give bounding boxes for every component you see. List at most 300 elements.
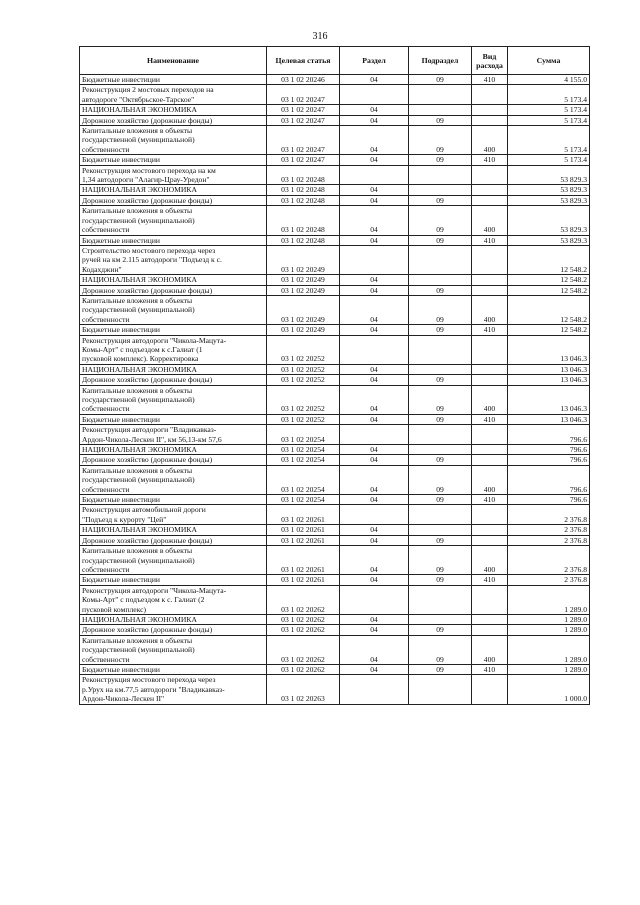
cell-expense-type (472, 425, 508, 445)
cell-section: 04 (340, 285, 409, 295)
header-name: Наименование (80, 47, 267, 75)
table-row (80, 195, 590, 205)
cell-expense-type: 400 (472, 635, 508, 664)
cell-expense-type: 410 (472, 664, 508, 674)
cell-name-line: Дорожное хозяйство (дорожные фонды) (82, 195, 213, 205)
cell-name-line: Бюджетные инвестиции (82, 75, 160, 84)
cell-sum: 1 289.0 (508, 614, 590, 624)
cell-sum: 13 046.3 (508, 364, 590, 374)
cell-name-line: государственной (муниципальной) (82, 215, 195, 225)
cell-name (80, 445, 267, 455)
cell-name (80, 375, 267, 385)
table-row (80, 295, 590, 324)
cell-sum: 12 548.2 (508, 285, 590, 295)
cell-section: 04 (340, 625, 409, 635)
cell-expense-type: 400 (472, 385, 508, 414)
cell-name (80, 425, 267, 445)
cell-subsection: 09 (409, 75, 472, 85)
header-expense-type (472, 47, 508, 75)
cell-code: 03 1 02 20261 (267, 546, 340, 575)
cell-code: 03 1 02 20252 (267, 335, 340, 364)
cell-code: 03 1 02 20261 (267, 575, 340, 585)
cell-code: 03 1 02 20262 (267, 614, 340, 624)
cell-name-line: автодороге "Октябрьское-Тарское" (82, 94, 195, 104)
cell-section: 04 (340, 325, 409, 335)
cell-name-line: НАЦИОНАЛЬНАЯ ЭКОНОМИКА (82, 614, 197, 624)
cell-section: 04 (340, 614, 409, 624)
cell-name (80, 535, 267, 545)
cell-name-line: Дорожное хозяйство (дорожные фонды) (82, 285, 213, 295)
cell-section: 04 (340, 414, 409, 424)
cell-expense-type (472, 195, 508, 205)
cell-name-line: Капитальные вложения в объекты (82, 295, 193, 305)
cell-code: 03 1 02 20248 (267, 165, 340, 185)
table-row (80, 585, 590, 614)
table-row (80, 525, 590, 535)
cell-expense-type (472, 85, 508, 105)
cell-name-line: собственности (82, 484, 130, 494)
table-row (80, 185, 590, 195)
cell-name-line: собственности (82, 564, 130, 574)
cell-sum: 13 046.3 (508, 414, 590, 424)
cell-section: 04 (340, 235, 409, 245)
cell-name-line: Ардон-Чикола-Лескен II" (82, 694, 165, 704)
table-row (80, 445, 590, 455)
cell-subsection: 09 (409, 385, 472, 414)
cell-expense-type: 410 (472, 155, 508, 165)
table-row (80, 165, 590, 185)
cell-name-line: Бюджетные инвестиции (82, 235, 160, 245)
cell-sum: 796.6 (508, 425, 590, 445)
cell-sum: 1 289.0 (508, 585, 590, 614)
cell-subsection: 09 (409, 235, 472, 245)
cell-name (80, 585, 267, 614)
cell-name (80, 614, 267, 624)
cell-subsection: 09 (409, 414, 472, 424)
cell-subsection (409, 335, 472, 364)
table-row (80, 546, 590, 575)
cell-code: 03 1 02 20254 (267, 465, 340, 494)
table-row (80, 635, 590, 664)
cell-sum: 53 829.3 (508, 206, 590, 235)
table-row (80, 465, 590, 494)
cell-name (80, 245, 267, 274)
cell-name-line: государственной (муниципальной) (82, 395, 195, 404)
cell-expense-type (472, 614, 508, 624)
cell-name-line: Комы-Арт" с подъездом к с. Галиат (2 (82, 595, 205, 605)
cell-name-line: Кодахджин" (82, 264, 122, 274)
cell-sum: 2 376.8 (508, 535, 590, 545)
cell-name-line: Реконструкция 2 мостовых переходов на (82, 85, 214, 95)
cell-name-line: НАЦИОНАЛЬНАЯ ЭКОНОМИКА (82, 275, 197, 285)
cell-name-line: пусковой комплекс). Корректировка (82, 354, 199, 364)
cell-name-line: Дорожное хозяйство (дорожные фонды) (82, 625, 213, 635)
cell-sum: 12 548.2 (508, 275, 590, 285)
cell-name (80, 625, 267, 635)
cell-name-line: Бюджетные инвестиции (82, 414, 160, 424)
cell-subsection (409, 525, 472, 535)
cell-code: 03 1 02 20261 (267, 505, 340, 525)
cell-expense-type: 400 (472, 295, 508, 324)
table-row (80, 245, 590, 274)
cell-subsection: 09 (409, 664, 472, 674)
cell-expense-type (472, 505, 508, 525)
cell-name (80, 664, 267, 674)
table-row (80, 575, 590, 585)
header-code: Целевая статья (267, 47, 340, 75)
cell-sum: 5 173.4 (508, 115, 590, 125)
cell-name-line: Капитальные вложения в объекты (82, 385, 193, 395)
table-row (80, 664, 590, 674)
cell-section: 04 (340, 115, 409, 125)
cell-name-line: Дорожное хозяйство (дорожные фонды) (82, 455, 213, 465)
cell-name (80, 295, 267, 324)
cell-name-line: собственности (82, 225, 130, 235)
cell-section (340, 585, 409, 614)
cell-sum: 796.6 (508, 445, 590, 455)
cell-section (340, 675, 409, 704)
cell-name-line: Реконструкция мостового перехода через (82, 675, 216, 685)
cell-expense-type (472, 335, 508, 364)
cell-name (80, 546, 267, 575)
header-section: Раздел (340, 47, 409, 75)
table-row (80, 625, 590, 635)
cell-section: 04 (340, 495, 409, 505)
cell-code: 03 1 02 20247 (267, 105, 340, 115)
cell-name (80, 385, 267, 414)
cell-subsection: 09 (409, 325, 472, 335)
cell-name-line: "Подъезд к курорту "Цей" (82, 514, 167, 524)
cell-expense-type: 410 (472, 75, 508, 85)
cell-code: 03 1 02 20261 (267, 525, 340, 535)
cell-expense-type (472, 364, 508, 374)
cell-name-line: НАЦИОНАЛЬНАЯ ЭКОНОМИКА (82, 525, 197, 535)
cell-code: 03 1 02 20262 (267, 664, 340, 674)
cell-name-line: государственной (муниципальной) (82, 305, 195, 315)
cell-name (80, 285, 267, 295)
cell-name-line: 1,34 автодороги "Алагир-Црау-Уредон" (82, 175, 210, 185)
cell-name (80, 235, 267, 245)
cell-sum: 53 829.3 (508, 165, 590, 185)
cell-sum: 4 155.0 (508, 75, 590, 85)
cell-name-line: собственности (82, 404, 130, 414)
cell-subsection: 09 (409, 206, 472, 235)
cell-expense-type: 400 (472, 465, 508, 494)
cell-name (80, 414, 267, 424)
cell-expense-type: 410 (472, 495, 508, 505)
cell-code: 03 1 02 20248 (267, 195, 340, 205)
cell-name (80, 575, 267, 585)
cell-code: 03 1 02 20252 (267, 414, 340, 424)
cell-sum: 12 548.2 (508, 245, 590, 274)
cell-code: 03 1 02 20247 (267, 85, 340, 105)
cell-subsection: 09 (409, 455, 472, 465)
cell-subsection: 09 (409, 126, 472, 155)
cell-section (340, 335, 409, 364)
cell-section (340, 245, 409, 274)
table-row (80, 126, 590, 155)
cell-expense-type: 400 (472, 546, 508, 575)
cell-name-line: собственности (82, 654, 130, 664)
cell-expense-type (472, 115, 508, 125)
cell-expense-type (472, 675, 508, 704)
cell-section: 04 (340, 535, 409, 545)
cell-sum: 1 000.0 (508, 675, 590, 704)
cell-name-line: Дорожное хозяйство (дорожные фонды) (82, 115, 213, 125)
cell-name-line: государственной (муниципальной) (82, 475, 195, 485)
cell-section: 04 (340, 126, 409, 155)
page-number: 316 (312, 31, 328, 42)
cell-name (80, 495, 267, 505)
cell-sum: 53 829.3 (508, 235, 590, 245)
cell-subsection: 09 (409, 495, 472, 505)
cell-expense-type: 410 (472, 325, 508, 335)
cell-name-line: Капитальные вложения в объекты (82, 546, 193, 556)
cell-sum: 5 173.4 (508, 126, 590, 155)
cell-code: 03 1 02 20248 (267, 235, 340, 245)
header-expense-type-line2: расхода (476, 60, 503, 70)
cell-name (80, 364, 267, 374)
cell-expense-type (472, 625, 508, 635)
cell-section: 04 (340, 546, 409, 575)
cell-section: 04 (340, 206, 409, 235)
cell-name-line: Бюджетные инвестиции (82, 495, 160, 505)
cell-name-line: государственной (муниципальной) (82, 645, 195, 655)
table-row (80, 75, 590, 85)
cell-name (80, 505, 267, 525)
cell-name-line: собственности (82, 144, 130, 154)
cell-expense-type (472, 165, 508, 185)
cell-sum: 13 046.3 (508, 375, 590, 385)
cell-subsection: 09 (409, 115, 472, 125)
cell-subsection (409, 364, 472, 374)
cell-name (80, 165, 267, 185)
cell-section: 04 (340, 455, 409, 465)
cell-name (80, 115, 267, 125)
table-row (80, 505, 590, 525)
cell-subsection (409, 505, 472, 525)
table-header-row (80, 47, 590, 75)
cell-subsection: 09 (409, 575, 472, 585)
cell-section: 04 (340, 364, 409, 374)
cell-section: 04 (340, 375, 409, 385)
cell-sum: 53 829.3 (508, 195, 590, 205)
cell-name (80, 105, 267, 115)
cell-name (80, 155, 267, 165)
cell-name-line: Реконструкция автодороги "Чикола-Мацута- (82, 335, 227, 345)
cell-sum: 2 376.8 (508, 505, 590, 525)
table-row (80, 495, 590, 505)
cell-name-line: Бюджетные инвестиции (82, 664, 160, 674)
cell-name-line: государственной (муниципальной) (82, 555, 195, 565)
cell-sum: 1 289.0 (508, 625, 590, 635)
budget-table (79, 46, 590, 705)
cell-name (80, 325, 267, 335)
cell-expense-type: 410 (472, 414, 508, 424)
cell-expense-type (472, 585, 508, 614)
cell-code: 03 1 02 20262 (267, 635, 340, 664)
cell-section: 04 (340, 385, 409, 414)
cell-code: 03 1 02 20254 (267, 495, 340, 505)
cell-section (340, 425, 409, 445)
cell-name-line: Дорожное хозяйство (дорожные фонды) (82, 375, 213, 385)
cell-code: 03 1 02 20254 (267, 445, 340, 455)
cell-sum: 796.6 (508, 455, 590, 465)
cell-sum: 2 376.8 (508, 546, 590, 575)
cell-subsection: 09 (409, 465, 472, 494)
table-row (80, 325, 590, 335)
table-row (80, 115, 590, 125)
cell-expense-type (472, 525, 508, 535)
cell-subsection (409, 425, 472, 445)
cell-section: 04 (340, 664, 409, 674)
table-row (80, 414, 590, 424)
cell-subsection (409, 445, 472, 455)
cell-subsection: 09 (409, 195, 472, 205)
cell-section: 04 (340, 445, 409, 455)
cell-name (80, 126, 267, 155)
table-row (80, 375, 590, 385)
cell-expense-type (472, 285, 508, 295)
cell-name-line: Реконструкция мостового перехода на км (82, 165, 216, 175)
cell-subsection (409, 85, 472, 105)
cell-expense-type: 400 (472, 126, 508, 155)
cell-name (80, 275, 267, 285)
cell-code: 03 1 02 20254 (267, 425, 340, 445)
cell-sum: 12 548.2 (508, 325, 590, 335)
cell-section: 04 (340, 575, 409, 585)
cell-name (80, 455, 267, 465)
cell-section: 04 (340, 185, 409, 195)
cell-code: 03 1 02 20249 (267, 275, 340, 285)
table-row (80, 425, 590, 445)
header-sum: Сумма (508, 47, 590, 75)
cell-subsection: 09 (409, 155, 472, 165)
cell-section: 04 (340, 525, 409, 535)
cell-section: 04 (340, 465, 409, 494)
cell-subsection: 09 (409, 546, 472, 575)
cell-section (340, 85, 409, 105)
cell-name (80, 675, 267, 704)
cell-code: 03 1 02 20252 (267, 375, 340, 385)
cell-expense-type: 410 (472, 235, 508, 245)
cell-sum: 13 046.3 (508, 385, 590, 414)
cell-expense-type (472, 245, 508, 274)
cell-subsection: 09 (409, 295, 472, 324)
cell-subsection (409, 185, 472, 195)
cell-name-line: Капитальные вложения в объекты (82, 635, 193, 645)
cell-code: 03 1 02 20252 (267, 385, 340, 414)
table-row (80, 385, 590, 414)
cell-section: 04 (340, 295, 409, 324)
cell-sum: 5 173.4 (508, 105, 590, 115)
header-subsection: Подраздел (409, 47, 472, 75)
cell-subsection: 09 (409, 535, 472, 545)
cell-section: 04 (340, 195, 409, 205)
cell-name-line: Капитальные вложения в объекты (82, 206, 193, 216)
table-row (80, 675, 590, 704)
cell-name-line: государственной (муниципальной) (82, 135, 195, 145)
cell-subsection (409, 245, 472, 274)
cell-sum: 796.6 (508, 465, 590, 494)
cell-code: 03 1 02 20262 (267, 585, 340, 614)
cell-subsection: 09 (409, 375, 472, 385)
table-row (80, 535, 590, 545)
cell-expense-type: 400 (472, 206, 508, 235)
cell-subsection (409, 675, 472, 704)
cell-name-line: Строительство мостового перехода через (82, 245, 216, 255)
cell-name-line: пусковой комплекс) (82, 604, 147, 614)
cell-name-line: Реконструкция автомобильной дороги (82, 505, 206, 515)
cell-subsection: 09 (409, 635, 472, 664)
cell-code: 03 1 02 20262 (267, 625, 340, 635)
cell-expense-type (472, 275, 508, 285)
cell-name (80, 635, 267, 664)
cell-expense-type (472, 455, 508, 465)
cell-name (80, 206, 267, 235)
cell-name (80, 465, 267, 494)
cell-name-line: Реконструкция автодороги "Владикавказ- (82, 425, 217, 435)
cell-sum: 2 376.8 (508, 525, 590, 535)
cell-sum: 53 829.3 (508, 185, 590, 195)
cell-subsection: 09 (409, 285, 472, 295)
cell-sum: 2 376.8 (508, 575, 590, 585)
cell-name-line: ручей на км 2.115 автодороги "Подъезд к с. (82, 255, 222, 265)
table-row (80, 285, 590, 295)
cell-code: 03 1 02 20249 (267, 325, 340, 335)
cell-name-line: Ардон-Чикола-Лескен II", км 56,13-км 57,6 (82, 434, 222, 444)
cell-code: 03 1 02 20261 (267, 535, 340, 545)
cell-name-line: Капитальные вложения в объекты (82, 465, 193, 475)
table-row (80, 275, 590, 285)
cell-section: 04 (340, 105, 409, 115)
cell-name (80, 335, 267, 364)
cell-sum: 796.6 (508, 495, 590, 505)
table-row (80, 105, 590, 115)
cell-expense-type (472, 105, 508, 115)
table-row (80, 235, 590, 245)
cell-name-line: Бюджетные инвестиции (82, 325, 160, 335)
cell-name-line: Капитальные вложения в объекты (82, 126, 193, 136)
table-row (80, 155, 590, 165)
cell-name-line: собственности (82, 314, 130, 324)
cell-section: 04 (340, 275, 409, 285)
cell-code: 03 1 02 20249 (267, 295, 340, 324)
table-row (80, 206, 590, 235)
cell-sum: 1 289.0 (508, 635, 590, 664)
cell-sum: 5 173.4 (508, 85, 590, 105)
cell-name-line: Бюджетные инвестиции (82, 575, 160, 585)
cell-sum: 1 289.0 (508, 664, 590, 674)
cell-section (340, 165, 409, 185)
cell-name-line: Дорожное хозяйство (дорожные фонды) (82, 535, 213, 545)
cell-code: 03 1 02 20254 (267, 455, 340, 465)
table-row (80, 455, 590, 465)
cell-name-line: НАЦИОНАЛЬНАЯ ЭКОНОМИКА (82, 185, 197, 195)
cell-code: 03 1 02 20248 (267, 185, 340, 195)
table-row (80, 614, 590, 624)
cell-name (80, 185, 267, 195)
cell-name-line: Бюджетные инвестиции (82, 155, 160, 165)
cell-section: 04 (340, 635, 409, 664)
cell-code: 03 1 02 20247 (267, 155, 340, 165)
cell-subsection (409, 614, 472, 624)
cell-expense-type (472, 185, 508, 195)
cell-expense-type (472, 535, 508, 545)
cell-name (80, 525, 267, 535)
cell-name-line: р.Урух на км.77,5 автодороги "Владикавказ- (82, 684, 225, 694)
cell-expense-type: 410 (472, 575, 508, 585)
